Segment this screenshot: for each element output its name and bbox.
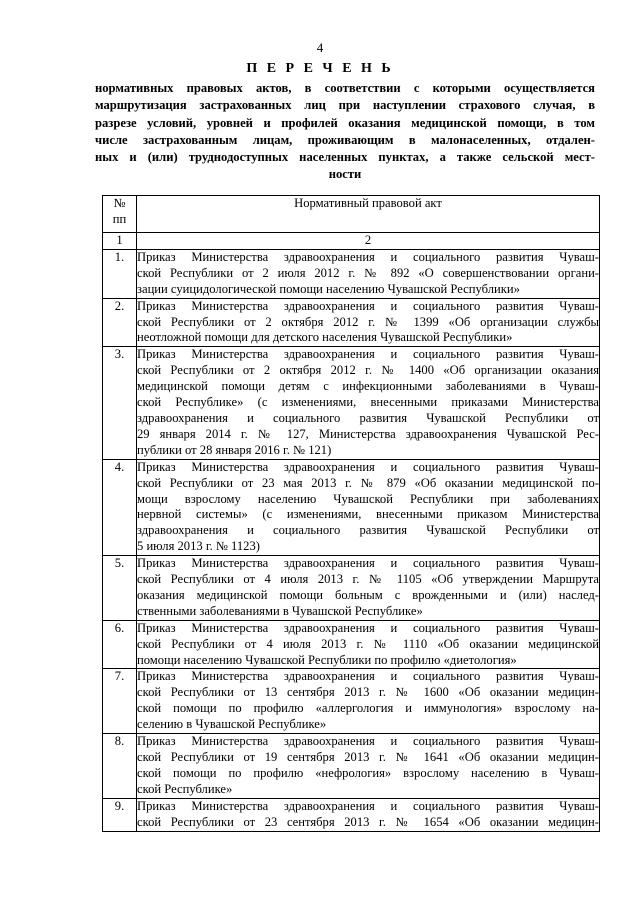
act-text-line: Приказ Министерства здравоохранения и социального развития Чуваш- (137, 620, 599, 635)
row-number: 5. (103, 556, 137, 621)
act-text-line: селению в Чувашской Республике» (137, 717, 327, 732)
header-act-cell (137, 196, 600, 233)
heading-line: разрезе условий, уровней и профилей оказания медицинской помощи, в том (95, 115, 595, 130)
row-number: 7. (103, 669, 137, 734)
document-heading (95, 80, 595, 184)
heading-line: ных и (или) труднодоступных населенных пунктах, а также сельской мест- (95, 150, 595, 165)
act-text-line: ской Республике» (137, 781, 233, 796)
act-text-line: Приказ Министерства здравоохранения и социального развития Чуваш- (137, 798, 599, 813)
heading-line: числе застрахованным лицам, проживающим в малонаселенных, отдален- (95, 132, 595, 147)
act-description (137, 798, 600, 831)
table-row (103, 798, 600, 831)
act-description (137, 620, 600, 669)
row-number: 8. (103, 734, 137, 799)
act-text-line: здравоохранения и социального развития Чувашской Республики от (137, 523, 599, 538)
act-description (137, 347, 600, 459)
header-number-label: № (113, 196, 126, 210)
act-description (137, 556, 600, 621)
act-text-line: Приказ Министерства здравоохранения и социального развития Чуваш- (137, 734, 599, 749)
row-number: 6. (103, 620, 137, 669)
act-text-line: ственными заболеваниями в Чувашской Республике» (137, 603, 423, 618)
act-text-line: оказания медицинской помощи больным с врожденными и (или) наслед- (137, 587, 599, 602)
table-row (103, 556, 600, 621)
row-number: 9. (103, 798, 137, 831)
header-act-label: Нормативный правовой акт (294, 196, 442, 210)
table-row (103, 620, 600, 669)
acts-table (102, 195, 600, 832)
table-row (103, 669, 600, 734)
act-text-line: ской Республики от 13 сентября 2013 г. № 1600 «Об оказании медицин- (137, 685, 599, 700)
act-text-line: публики от 28 января 2016 г. № 121) (137, 442, 332, 457)
table-row (103, 298, 600, 347)
act-text-line: Приказ Министерства здравоохранения и социального развития Чуваш- (137, 298, 599, 313)
act-text-line: зации суицидологической помощи населению Чувашской Республики» (137, 281, 520, 296)
act-text-line: Приказ Министерства здравоохранения и социального развития Чуваш- (137, 347, 599, 362)
act-text-line: Приказ Министерства здравоохранения и социального развития Чуваш- (137, 556, 599, 571)
act-text-line: Приказ Министерства здравоохранения и социального развития Чуваш- (137, 459, 599, 474)
act-text-line: ской Республики от 2 октября 2012 г. № 1400 «Об организации оказания (137, 363, 599, 378)
act-text-line: Приказ Министерства здравоохранения и социального развития Чуваш- (137, 249, 599, 264)
act-text-line: медицинской помощи детям с инфекционными заболеваниями в Чуваш- (137, 379, 599, 394)
document-title: П Е Р Е Ч Е Н Ь (246, 61, 394, 76)
column-number-cell: 2 (137, 233, 600, 250)
header-number-cell (103, 196, 137, 233)
row-number: 1. (103, 249, 137, 298)
act-text-line: 5 июля 2013 г. № 1123) (137, 539, 260, 554)
act-text-line: ской Республики от 23 сентября 2013 г. № 1654 «Об оказании медицин- (137, 814, 599, 829)
act-text-line: ской Республики от 19 сентября 2013 г. № 1641 «Об оказании медицин- (137, 750, 599, 764)
act-text-line: ской Республики от 4 июля 2013 г. № 1105 «Об утверждении Маршрута (137, 572, 599, 587)
act-text-line: 29 января 2014 г. № 127, Министерства здравоохранения Чувашской Рес- (137, 426, 599, 441)
act-text-line: ской Республики от 23 мая 2013 г. № 879 «Об оказании медицинской по- (137, 475, 599, 490)
act-text-line: ской помощи по профилю «аллергология и иммунология» взрослому на- (137, 701, 599, 716)
header-number-sublabel: пп (112, 211, 127, 226)
act-text-line: ской помощи по профилю «нефрология» взрослому населению в Чуваш- (137, 765, 599, 780)
heading-line: маршрутизация застрахованных лиц при наступлении страхового случая, в (95, 98, 595, 113)
act-text-line: ской Республики от 4 июля 2013 г. № 1110 «Об оказании медицинской (137, 636, 599, 651)
act-text-line: нервной системы» (с изменениями, внесенными приказом Министерства (137, 507, 599, 522)
row-number: 3. (103, 347, 137, 459)
act-description (137, 249, 600, 298)
act-text-line: мощи взрослому населению Чувашской Республики при заболеваниях (137, 491, 599, 506)
act-description (137, 298, 600, 347)
act-text-line: здравоохранения и социального развития Чувашской Республики от (137, 410, 599, 425)
table-row (103, 459, 600, 555)
act-text-line: ской Республики от 2 июля 2012 г. № 892 «О совершенствовании органи- (137, 265, 599, 280)
act-description (137, 734, 600, 799)
heading-line: ности (328, 167, 362, 182)
act-text-line: ской Республики от 2 октября 2012 г. № 1399 «Об организации службы (137, 314, 599, 329)
row-number: 4. (103, 459, 137, 555)
heading-line: нормативных правовых актов, в соответствии с которыми осуществляется (95, 81, 595, 95)
act-text-line: Приказ Министерства здравоохранения и социального развития Чуваш- (137, 669, 599, 684)
act-text-line: ской Республике» (с изменениями, внесенными приказами Министерства (137, 395, 599, 410)
column-numbers-row (103, 233, 600, 250)
table-header-row (103, 196, 600, 233)
table-row (103, 734, 600, 799)
act-text-line: помощи населению Чувашской Республики по профилю «диетология» (137, 652, 517, 667)
act-text-line: неотложной помощи для детского населения Чувашской Республики» (137, 330, 513, 345)
table-row (103, 249, 600, 298)
act-description (137, 669, 600, 734)
table-row (103, 347, 600, 459)
page-number: 4 (316, 40, 324, 55)
column-number-cell: 1 (103, 233, 137, 250)
row-number: 2. (103, 298, 137, 347)
act-description (137, 459, 600, 555)
